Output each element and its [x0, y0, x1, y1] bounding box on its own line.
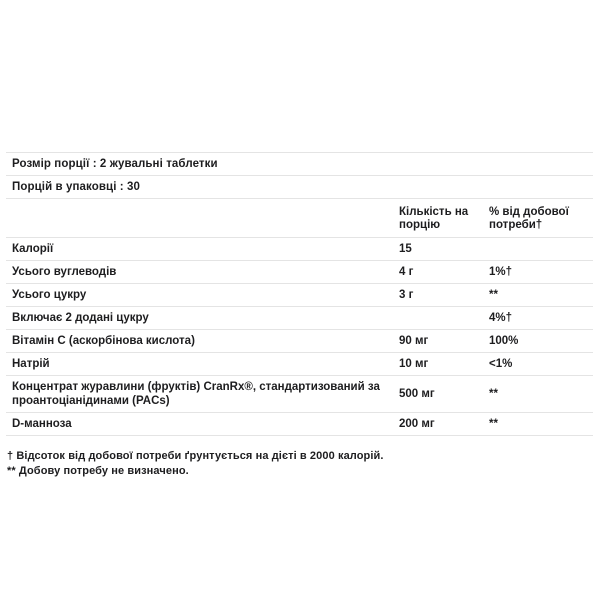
dv-cell: <1% [489, 357, 513, 370]
dv-cell: 100% [489, 334, 519, 347]
table-row-sodium [6, 353, 593, 376]
dv-cell: ** [489, 417, 498, 430]
table-row-vitamin-c [6, 330, 593, 353]
table-row-total-sugars [6, 284, 593, 307]
nutrient-name-cell: D-манноза [12, 418, 72, 430]
nutrient-name-cell: Вітамін C (аскорбінова кислота) [12, 335, 195, 347]
amount-column-header: Кількість на порцію [399, 206, 469, 231]
servings-per-container-text: Порцій в упаковці : 30 [12, 181, 141, 193]
serving-size-row [6, 153, 593, 176]
nutrient-name-cell: Концентрат журавлини (фруктів) CranRx®, стандартизований за проантоціанідинами (PACs) [12, 381, 380, 407]
nutrient-name-cell: Включає 2 додані цукру [12, 312, 149, 324]
table-row-total-carbs [6, 261, 593, 284]
nutrient-name-cell: Натрій [12, 358, 50, 370]
amount-cell: 3 г [399, 288, 414, 301]
nutrient-name-cell: Усього цукру [12, 289, 87, 301]
amount-cell: 500 мг [399, 387, 435, 400]
table-header-row [6, 199, 593, 238]
amount-cell: 200 мг [399, 417, 435, 430]
dv-cell: 1%† [489, 265, 513, 278]
amount-cell: 15 [399, 242, 412, 255]
table-row-added-sugars [6, 307, 593, 330]
servings-per-container-row [6, 176, 593, 199]
nutrient-name-cell: Усього вуглеводів [12, 266, 117, 278]
table-row-calories [6, 238, 593, 261]
footnote-daily-value-basis: † Відсоток від добової потреби ґрунтується на дієті в 2000 калорій. [7, 450, 384, 462]
dv-column-header: % від добової потреби† [489, 206, 569, 231]
table-row-d-mannose [6, 413, 593, 436]
serving-size-text: Розмір порції : 2 жувальні таблетки [12, 158, 218, 170]
supplement-facts-panel [6, 152, 593, 478]
amount-cell: 4 г [399, 265, 414, 278]
nutrient-name-cell: Калорії [12, 243, 54, 255]
amount-cell: 90 мг [399, 334, 429, 347]
dv-cell: 4%† [489, 311, 513, 324]
dv-cell: ** [489, 387, 498, 400]
footnote-dv-not-established: ** Добову потребу не визначено. [7, 464, 189, 477]
table-row-cranberry-concentrate [6, 376, 593, 413]
footnotes [6, 449, 593, 478]
dv-cell: ** [489, 288, 498, 301]
amount-cell: 10 мг [399, 357, 429, 370]
